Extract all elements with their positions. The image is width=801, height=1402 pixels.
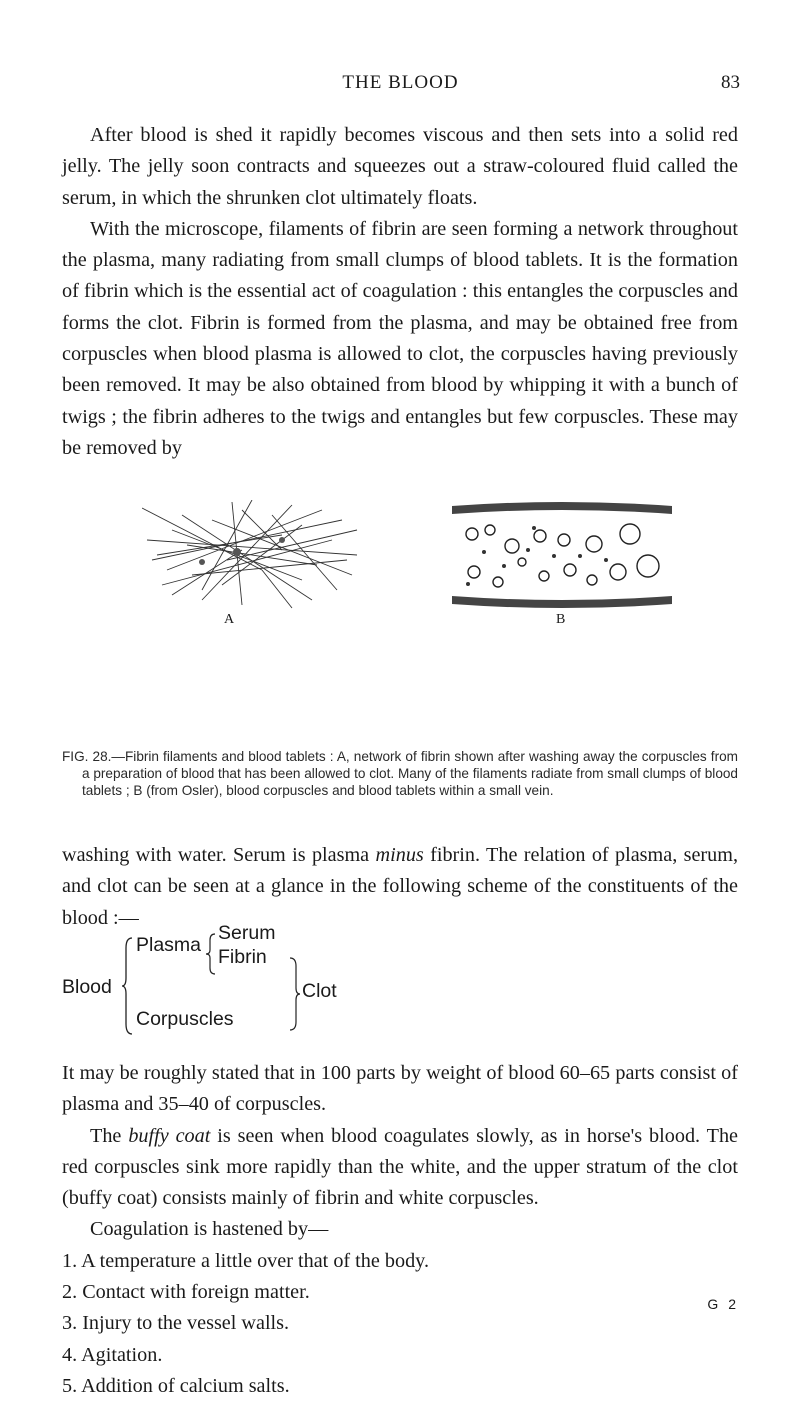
scheme-blood-brace [122,936,134,1036]
buffy-text-start: The [90,1124,129,1147]
scheme-plasma: Plasma [136,934,202,956]
paragraph-serum-text [62,840,738,934]
page-header [0,72,801,102]
figure-label-a: A [224,612,235,627]
buffy-text-end: is seen when blood coagulates slowly, as in horse's blood. The red corpuscles sink more rapidly than the white, and the upper stratum of the clot (buffy coat) consists mainly of fibrin and white corpuscles. [62,1124,739,1210]
closing-paragraphs [62,1058,738,1402]
paragraph-blood-sets: After blood is shed it rapidly becomes viscous and then sets into a solid red jelly. The jelly soon contracts and squeezes out a straw-coloured fluid called the serum, in which the shrunken clot ultimately floats. [62,124,738,209]
running-title: THE BLOOD [342,72,459,93]
figure-a-fibrin-network [142,500,362,610]
scheme-corpuscles: Corpuscles [136,1008,234,1030]
paragraph-buffy-coat [62,1121,738,1215]
figure-b-vein-corpuscles [452,500,672,610]
figure-caption [62,748,738,799]
scheme-clot: Clot [302,980,337,1002]
figure-28 [62,500,738,740]
paragraph-serum-relation [62,840,738,934]
list-item: 2. Contact with foreign matter. [62,1281,310,1304]
opening-paragraphs [62,120,738,464]
list-item: 1. A temperature a little over that of the body. [62,1249,430,1272]
scheme-serum: Serum [218,922,276,944]
paragraph-fibrin-network: With the microscope, filaments of fibrin are seen forming a network throughout the plasma, many radiating from small clumps of blood tablets. It is the formation of fibrin which is the essential act of coagulation : this entangles the corpuscles and forms the clot. Fibrin is formed from the plasma, and may be obtained free from corpuscles when blood plasma is allowed to clot, the corpuscles having previously been removed. It may be also obtained from blood by whipping it with a bunch of twigs ; the fibrin adheres to the twigs and entangles but few corpuscles. These may be removed by [62,217,738,459]
serum-text-end: fibrin. The relation of plasma, serum, and clot can be seen at a glance in the following scheme of the constituents of the blood :— [62,844,738,929]
list-item: 5. Addition of calcium salts. [62,1374,290,1397]
scheme-fibrin: Fibrin [218,946,267,968]
figure-label-b: B [556,612,566,627]
paragraph-coagulation-hastened: Coagulation is hastened by— [90,1218,329,1241]
scheme-blood: Blood [62,976,112,998]
serum-text-start: washing with water. Serum is plasma [62,844,376,866]
scheme-plasma-brace [206,932,216,976]
page-number: 83 [721,72,740,93]
list-item: 4. Agitation. [62,1343,163,1366]
list-item: 3. Injury to the vessel walls. [62,1312,290,1335]
figure-caption-text: FIG. 28.—Fibrin filaments and blood tablets : A, network of fibrin shown after washing away the corpuscles from a preparation of blood that has been allowed to clot. Many of the filaments radiate from small clumps of blood tablets ; B (from Osler), blood corpuscles and blood tablets within a small vein. [62,749,738,798]
signature-mark: G 2 [707,1296,739,1312]
buffy-coat-emphasis: buffy coat [128,1124,211,1147]
minus-emphasis: minus [375,844,424,866]
blood-constituents-scheme [62,922,738,1040]
paragraph-parts-by-weight: It may be roughly stated that in 100 parts by weight of blood 60–65 parts consist of plasma and 35–40 of corpuscles. [62,1062,738,1116]
scheme-clot-brace [288,956,300,1032]
